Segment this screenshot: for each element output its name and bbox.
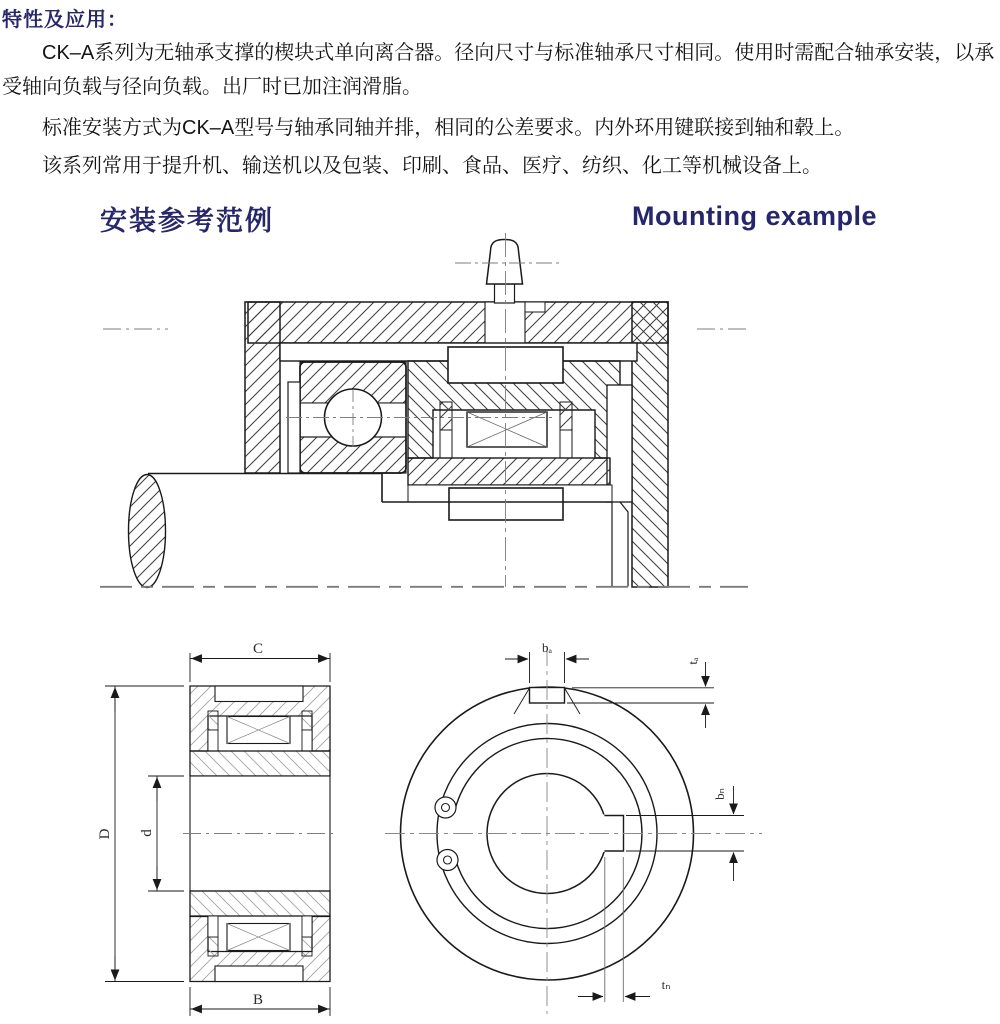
subheading-cn: 安装参考范例	[100, 206, 274, 236]
dim-label-C: C	[252, 641, 264, 657]
clutch-inner-ring	[408, 458, 610, 485]
sprag-bottom	[227, 924, 290, 951]
dim-tn	[578, 857, 650, 1002]
housing-step-notch	[525, 302, 545, 312]
hub-sleeve	[612, 502, 628, 587]
outer-keyway-top	[215, 686, 303, 702]
mounting-example-drawing	[100, 233, 748, 588]
nipple-bore	[485, 302, 525, 343]
subheading-en: Mounting example	[632, 201, 878, 231]
spacer-ring	[288, 382, 300, 473]
outer-keyway-bottom	[215, 966, 303, 982]
sprag-top	[227, 717, 290, 744]
housing-top-plate	[248, 302, 668, 343]
housing-left-wall	[245, 302, 280, 473]
dim-label-B: B	[252, 992, 264, 1008]
front-view-centerlines	[385, 646, 762, 1014]
tab-hole-lower	[444, 856, 452, 864]
dim-label-D: D	[97, 828, 113, 840]
dim-label-d: d	[139, 829, 155, 837]
end-plate	[607, 385, 632, 502]
dim-label-ta: tₐ	[685, 657, 700, 665]
clutch-front-view	[385, 640, 762, 1014]
dim-C	[190, 653, 330, 682]
subheading-row	[2, 199, 998, 239]
shaft-key	[449, 488, 563, 520]
clutch-section-view	[97, 641, 337, 1016]
dim-label-bn: bₙ	[712, 788, 727, 800]
grease-nipple	[487, 240, 523, 304]
dim-label-tn: tₙ	[661, 977, 671, 992]
dim-label-ba: bₐ	[541, 640, 553, 655]
paragraph-3: 该系列常用于提升机、输送机以及包装、印刷、食品、医疗、纺织、化工等机械设备上。	[42, 155, 822, 177]
shaft-break-end	[129, 475, 166, 588]
paragraph-1: CK–A系列为无轴承支撑的楔块式单向离合器。径向尺寸与标准轴承尺寸相同。使用时需配合轴承安装，以承受轴向负载与径向负载。出厂时已加注润滑脂。	[2, 42, 995, 98]
tab-hole-upper	[442, 804, 450, 812]
section-title: 特性及应用：	[2, 9, 128, 31]
intro-text-block	[0, 0, 1000, 239]
dim-ta	[567, 662, 714, 728]
paragraph-2: 标准安装方式为CK–A型号与轴承同轴并排，相同的公差要求。内外环用键联接到轴和毂上。	[42, 117, 855, 139]
